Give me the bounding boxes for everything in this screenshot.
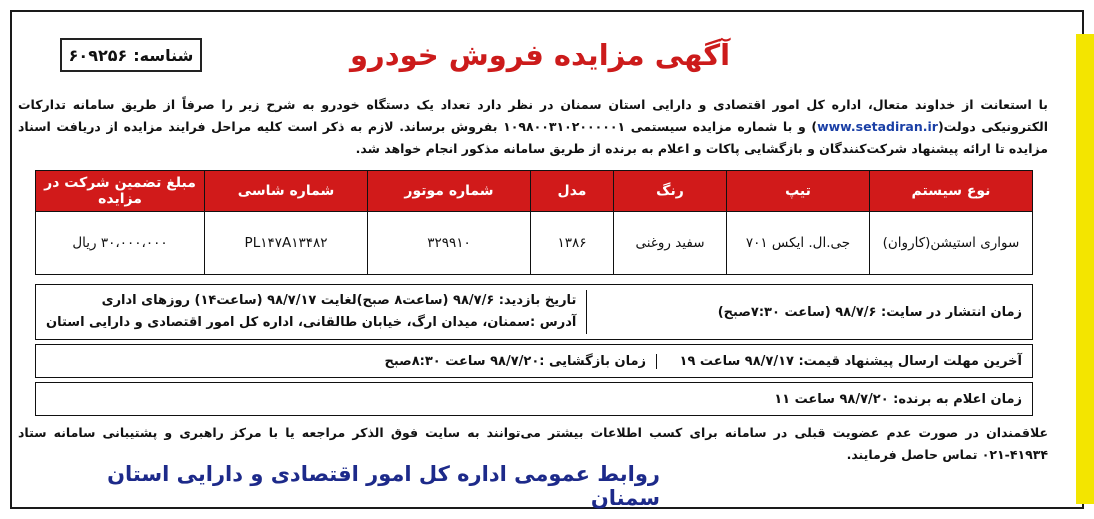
visit-address: آدرس :سمنان، میدان ارگ، خیابان طالقانی، اداره کل امور اقتصادی و دارایی استان <box>46 315 577 330</box>
deadline-text: آخرین مهلت ارسال پیشنهاد قیمت: ۹۸/۷/۱۷ ساعت ۱۹ <box>679 353 1022 369</box>
ad-id-value: ۶۰۹۲۵۶ <box>68 45 128 65</box>
intro-text-1: با استعانت از خداوند متعال، اداره کل امور اقتصادی و دارایی استان سمنان در نظر دارد تعداد یک دستگاه خودرو به شرح زیر را صرفاً از طریق سامانه تدارکات الکترونیکی دولت( <box>18 97 1048 134</box>
intro-paragraph <box>18 94 1048 160</box>
col-color: رنگ <box>614 171 727 212</box>
cell-type: جی.ال. ایکس ۷۰۱ <box>727 212 870 275</box>
winner-box <box>35 382 1033 416</box>
col-guarantee-amount: مبلغ تضمین شرکت در مزایده <box>36 171 205 212</box>
col-chassis-number: شماره شاسی <box>205 171 368 212</box>
col-model: مدل <box>531 171 614 212</box>
footer-signature: روابط عمومی اداره کل امور اقتصادی و دارایی استان سمنان <box>107 462 660 510</box>
ad-id-label: شناسه: <box>133 45 194 65</box>
cell-chassis-number: PL۱۴۷A۱۳۴۸۲ <box>205 212 368 275</box>
visit-date: تاریخ بازدید: ۹۸/۷/۶ (ساعت۸ صبح)لغایت ۹۸/۷/۱۷ (ساعت۱۴) روزهای اداری <box>101 293 577 308</box>
publish-time: زمان انتشار در سایت: ۹۸/۷/۶ (ساعت ۷:۳۰صبح) <box>717 304 1022 320</box>
cell-color: سفید روغنی <box>614 212 727 275</box>
setadiran-link[interactable]: www.setadiran.ir <box>817 119 938 134</box>
intro-text-2: ) و با شماره مزایده سیستمی ۱۰۹۸۰۰۳۱۰۲۰۰۰۰۰۱ بفروش برساند. لازم به ذکر است کلیه مراحل فرایند مزایده از دریافت اسناد مزایده تا ارائه پیشنهاد شرکت‌کنندگان و بازگشایی پاکات و اعلام به برنده از طریق سامانه مذکور انجام خواهد شد. <box>18 119 1048 156</box>
footer-note: علاقمندان در صورت عدم عضویت قبلی در سامانه برای کسب اطلاعات بیشتر می‌توانند به سایت فوق الذکر مراجعه یا با مرکز راهبری و پشتیبانی سامانه ستاد ۴۱۹۳۴-۰۲۱ تماس حاصل فرمایند. <box>18 425 1048 462</box>
vehicle-table-header-row <box>36 171 1033 212</box>
table-row <box>36 212 1033 275</box>
visit-info <box>46 290 587 334</box>
side-color-bar <box>1076 34 1094 504</box>
cell-guarantee-amount: ۳۰،۰۰۰،۰۰۰ ریال <box>36 212 205 275</box>
col-system-type: نوع سیستم <box>870 171 1033 212</box>
cell-engine-number: ۳۲۹۹۱۰ <box>368 212 531 275</box>
ad-id-box <box>60 38 202 72</box>
vehicle-table <box>35 170 1033 275</box>
cell-system-type: سواری استیشن(کاروان) <box>870 212 1033 275</box>
winner-text: زمان اعلام به برنده: ۹۸/۷/۲۰ ساعت ۱۱ <box>774 391 1022 407</box>
page-title: آگهی مزایده فروش خودرو <box>349 38 731 72</box>
col-type: تیپ <box>727 171 870 212</box>
deadline-box <box>35 344 1033 378</box>
cell-model: ۱۳۸۶ <box>531 212 614 275</box>
col-engine-number: شماره موتور <box>368 171 531 212</box>
opening-text: زمان بازگشایی :۹۸/۷/۲۰ ساعت ۸:۳۰صبح <box>46 354 657 369</box>
publish-visit-box <box>35 284 1033 340</box>
